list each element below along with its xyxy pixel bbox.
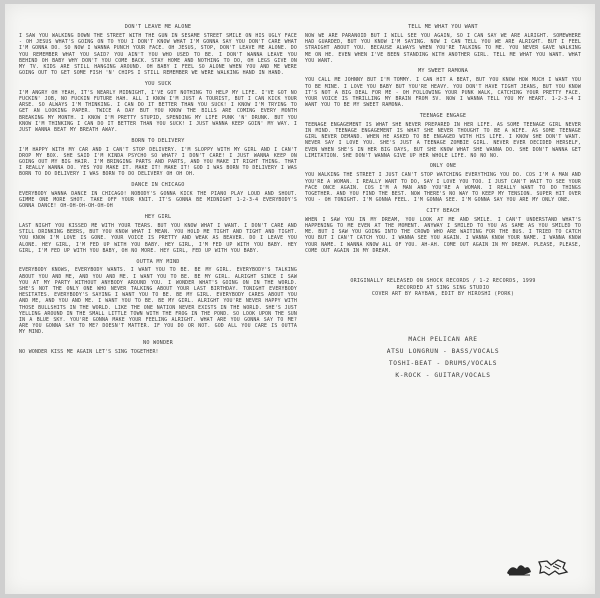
song-lyrics: NO WONDER KISS ME AGAIN LET'S SING TOGETHER! [19, 349, 159, 356]
song-lyrics: WHEN I SAW YOU IN MY DREAM, YOU LOOK AT ME AND SMILE. I CAN'T UNDERSTAND WHAT'S HAPPENING TO ME EVEN AT THE MOMENT. ANYWAY I SMILED TO YOU AS SAME AS YOU SMILED TO ME. BUT I SAW YOU GOING INTO THE CROWD WHO ARE WAITING FOR THE BUS. I TRIED TO CATCH YOU BUT I CAN'T CATCH YOU. I WANNA SEE YOU AGAIN. I WANNA KNOW YOUR NAME. I WANNA KNOW YOUR NAME. I WANNA KNOW ALL OF YOU. AH-AH. COME OUT AGAIN IN MY DREAM. PLEASE, PLEASE, COME OUT AGAIN IN MY DREAM. [305, 216, 581, 254]
band-heading: MACH PELICAN ARE [408, 335, 478, 343]
song-title: DANCE IN CHICAGO [131, 182, 185, 189]
song-title: OUTTA MY MIND [136, 258, 180, 265]
song-title: CITY BEACH [426, 207, 460, 214]
band-member: ATSU LONGRUN - BASS/VOCALS [386, 347, 500, 355]
band-member: TOSHI-BEAT - DRUMS/VOCALS [388, 359, 498, 367]
band-lineup [305, 334, 581, 382]
song-block [19, 138, 297, 178]
insert-sheet [5, 4, 595, 594]
song-lyrics: EVERYBODY WANNA DANCE IN CHICAGO! NOBODY'S GONNA KICK THE PIANO PLAY LOUD AND SHOUT. GIMME ONE MORE SHOT. TAKE OFF YOUR KNIT. IT'S GONNA BE MIDNIGHT 1-2-3-4 EVERYBODY'S GONNA DANCE! OH-OH-OH-OH-OH-OH [19, 190, 297, 210]
song-block [305, 163, 581, 203]
song-lyrics: YOU WALKING THE STREET I JUST CAN'T STOP WATCHING EVERYTHING YOU DO. COS I'M A MAN AND YOU'RE A WOMAN. I REALLY WANT TO DO, SAY I LOVE YOU TOO. I JUST CAN'T WAIT TO SEE YOUR FACE ONCE AGAIN. COS I'M A MAN AND YOU'RE A WOMAN. I REALLY WANT TO DO THINGS TOGETHER. AND YOU FIND THE BEST. NOW THERE'S NO WAY TO KEEP MY TENSION. SUPER HIT OVER YOU - OH TONIGHT. I'M GONNA FEEL. I'M GONNA SEE. I'M GONNA SAY YOU ARE MY ONLY ONE. [305, 172, 581, 204]
song-title: DON'T LEAVE ME ALONE [124, 24, 192, 30]
song-title: NO WONDER [143, 340, 173, 347]
song-lyrics: LAST NIGHT YOU KISSED ME WITH YOUR TEARS. BUT YOU KNOW WHAT I WANT. I DON'T CARE AND STILL DRINKING BEERS, BUT YOU KNOW WHAT I MEAN. YOU HOLD ME TIGHT AND TIGHT AND TIGHT. YOU KNOW I'M LOVE IS GONE. YOUR VOICE IS PRETTY AND WEAK AS BEAVER. DO I LEAVE YOU ALONE. HEY GIRL, I'M FED UP WITH YOU BABY. HEY GIRL, I'M FED UP WITH YOU BABY. HEY GIRL, I'M FED UP WITH YOU BABY, OH NO MORE. HEY GIRL, FED UP WITH YOU BABY. [19, 223, 297, 254]
song-block [305, 68, 581, 108]
song-block [19, 81, 297, 133]
credit-line: ORIGINALLY RELEASED ON SHOCK RECORDS / 1-2 RECORDS, 1999 [350, 278, 536, 285]
one-two-records-logo [539, 560, 567, 575]
label-logos [503, 556, 573, 580]
song-lyrics: YOU CALL ME JOHNNY BUT I'M TOMMY. I CAN HIT A BEAT, BUT YOU KNOW HOW MUCH I WANT YOU TO BE MINE. I LOVE YOU BABY BUT YOU'RE HEAVY. YOU DON'T HAVE TIGHT JEANS, BUT YOU KNOW IT'S NOT A BIG DEAL FOR ME - OH FOLLOWING YOUR PUNK WALK, CATCHING YOUR PRETTY FACE. YOUR VOICE IS THRILLING MY BRAIN FROM 5V. NOW I WANNA TELL YOU MY HEART. 1-2-3-4 I WANT YOU TO BE MY SWEET RAMONA. [305, 77, 581, 109]
song-title: BORN TO DELIVERY [131, 137, 185, 144]
song-title: ONLY ONE [429, 163, 457, 170]
song-block [19, 182, 297, 210]
song-lyrics: TEENAGE ENGAGEMENT IS WHAT SHE NEVER PREPARED IN HER LIFE. AS SOME TEENAGE GIRL NEVER IN MIND. TEENAGE ENGAGEMENT IS WHAT SHE NEVER THOUGHT TO BE A WIFE. AS SOME TEENAGE GIRL NEVER DEMAND. WHEN HE ASKED TO BE ENGAGED WITH HIS LIFE. I KNOW SHE DON'T WANT. NEVER SAY I LOVE YOU. SHE'S JUST A TEENAGE ZOMBIE GIRL. NEVER EVER DECIDED HERSELF, EVEN WHEN SHE'S IN HER BIG DAYS, BUT SHE KNOW WHAT SHE WANNA DO. SHE DON'T WANNA GET LIMITATION. SHE DON'T WANNA GIVE UP HER WHOLE LIFE. NO NO NO. [305, 121, 581, 159]
song-title: TELL ME WHAT YOU WANT [408, 24, 478, 30]
right-lyrics-column [305, 24, 581, 382]
song-lyrics: I SAW YOU WALKING DOWN THE STREET WITH THE GUN IN SESAME STREET SMILE ON HIS UGLY FACE - OH JESUS WHAT'S GOING ON TO YOU I DON'T KNOW WHAT I'M GONNA SAY YOU DON'T CARE WHAT I'M GONNA DO. SO NOW I WANNA PUNCH YOUR FACE. OH JESUS, STOP, DON'T LEAVE ME ALONE. DO YOU REMEMBER WHAT YOU SAID? YOU AIN'T YOU WHO USED TO BE. I DON'T WANNA LEAVE YOU BEHIND OH BABY WHY DON'T YOU COME BACK. STAY HOME AND NOTHING TO DO, OH LEGS GIVE ON MY TV. KIDS ARE STILL HANGING AROUND. OH BABY I FEEL SO ALONE WHEN YOU AND ME WERE GOING OUT TO GET SOME FISH 'N' CHIPS I STILL REMEMBER WE WERE WALKING HAND IN HAND. [19, 32, 297, 77]
song-title: TEENAGE ENGAGE [419, 112, 467, 119]
song-lyrics: I'M HAPPY WITH MY CAR AND I CAN'T STOP DELIVERY. I'M SLOPPY WITH MY GIRL AND I CAN'T DROP MY BOX. SHE SAID I'M KINDA PSYCHO SO WHAT? I DON'T CARE! I JUST WANNA KEEP ON GOING OUT MY BIG HAIR. I'M BRINGING PARTS AND PARTS, AND YOU MAKE IT RIGHT THING. THAT I REALLY WANNA DO. YES YOU MAKE IT. MAKE IT! MAKE IT! GOD I WAS BORN TO DELIVERY I WAS BORN TO DO DELIVERY I WAS BORN TO DO DELIVERY OH OH OH. [19, 146, 297, 178]
song-block [19, 214, 297, 254]
song-lyrics: NOW WE ARE PARANOID BUT I WILL SEE YOU AGAIN, SO I CAN SAY WE ARE ALRIGHT. SOMEWHERE HAD GUARDED, BUT YOU KNOW I'M SAYING. NOW I CAN TELL YOU WE ARE ALRIGHT. BUT I FEEL STRAIGHT ABOUT YOU. BECAUSE ALWAYS WHEN YOU'RE TALKING TO ME. YOU NEVER GAVE WALKING ME ON HE. EVEN WHEN I'VE BEEN STANDING WITH ANOTHER GIRL. TELL ME WHAT YOU WANT. WHAT YOU WANT. [305, 32, 581, 64]
left-lyrics-column [19, 24, 297, 360]
song-lyrics: EVERYBODY KNOWS, EVERYBODY WANTS. I WANT YOU TO BE. BE MY GIRL. EVERYBODY'S TALKING ABOUT YOU AND ME, AND YOU AND ME. I WANT YOU TO BE. BE MY GIRL. ALRIGHT SINCE I SAW YOU AT MY PARTY WITHOUT ANYBODY AROUND YOU. I WONDER WHAT'S GOING ON IN THE WORLD. SHE'S NOT THE ONLY ONE WHO NEVER TALKING ABOUT YOUR LAST BIRTHDAY. TONIGHT EVERYBODY HESITATES. EVERYBODY'S SAYING I WANT YOU TO BE. BE MY GIRL. EVERYBODY CARES ABOUT YOU AND ME, AND YOU AND ME. I WANT YOU TO BE. BE MY GIRL. ALRIGHT YOU'RE NEVER HAPPY WITH THOSE BULLSHITS IN THE WORLD. LIKE THE ONE NATION NEVER EXISTS IN THE WORLD. SHE'S JUST YELLING AROUND IN THE SMALL LITTLE TOWN WITH THE FROG IN THE POND. SO LOOK UPON THE SUN IN A BLUE SKY. YOU'RE GONNA MAKE YOUR FEELING ALRIGHT. WHAT ARE YOU GONNA SAY TO ME? ARE YOU GONNA SAY TO ME? DOESN'T MATTER. IF YOU DO OR NOT. GOD ALL YOU CARE IS OUTTA MY MIND. [19, 267, 297, 336]
release-credits [305, 278, 581, 298]
band-member: K-ROCK - GUITAR/VOCALS [395, 371, 491, 379]
shock-records-logo [507, 565, 531, 575]
song-title: MY SWEET RAMONA [418, 68, 468, 75]
song-block [305, 24, 581, 64]
song-title: HEY GIRL [144, 214, 172, 221]
song-block [305, 208, 581, 254]
song-block [19, 259, 297, 336]
song-block [19, 24, 297, 76]
song-block [305, 113, 581, 159]
credit-line: RECORDED AT SING SING STUDIO [396, 284, 490, 291]
credit-line: COVER ART BY RAYBAN, EDIT BY HIROSHI (PORK) [371, 291, 515, 298]
song-block [19, 340, 297, 355]
right-songs-list [305, 24, 581, 254]
song-title: YOU SUCK [144, 80, 172, 87]
song-lyrics: I'M ANGRY OH YEAH, IT'S NEARLY MIDNIGHT, I'VE GOT NOTHING TO HELP MY LIFE. I'VE GOT NO FUCKIN' JOB, NO FUCKIN FUTURE HAH. ALL I KNOW I'M JUST A TOURIST, BUT I CAN KICK YOUR ARSE. SO ALWAYS I'M THINKING. I CAN DO IT BETTER THAN YOU SUCK! I KNOW I'M TRYING TO GET AN LOOKING PAPER. TWICE A DAY BUT YOU KNOW THE BILLS ARE COMING EVERY MONTH BREAKING MY MONTH. I KNOW I'M PRETTY STUPID, SPENDING MY LIFE PUNK 'N' DRUNK. BUT YOU KNOW I'M THINKING I CAN DO IT BETTER THAN YOU SUCK! I JUST WANNA KEEP GOIN' MY WAY. I JUST WANNA BEAT MY BREATH AWAY. [19, 89, 297, 133]
